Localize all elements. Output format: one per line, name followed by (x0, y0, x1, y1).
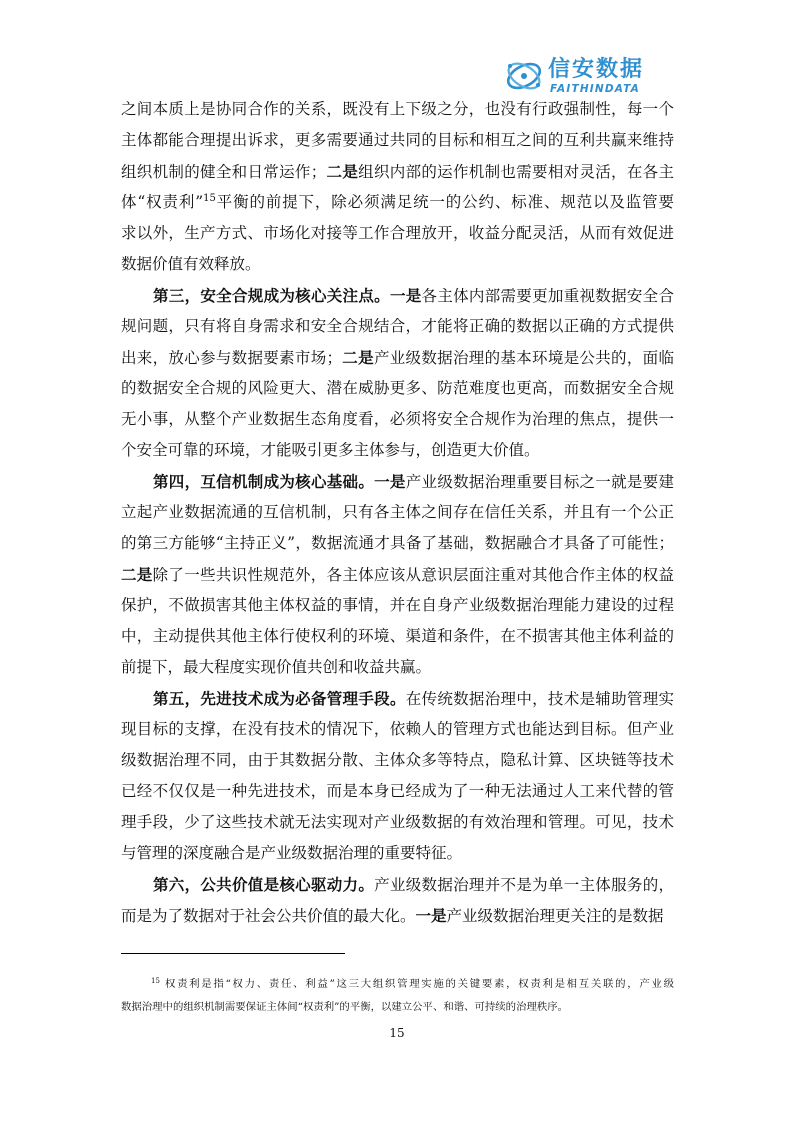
text-run: 产业级数据治理更关注的是数据 (446, 907, 664, 925)
bold-text: 一是 (374, 472, 406, 491)
text-line (121, 776, 674, 807)
text-run: 的数据安全合规的风险更大、潜在威胁更多、防范难度也更高，而数据安全合规 (121, 379, 674, 397)
text-line (121, 590, 674, 621)
text-line (121, 559, 674, 590)
text-line (121, 311, 674, 342)
paragraph (121, 466, 674, 683)
text-run: 权责利是指“权力、责任、利益”这三大组织管理实施的关键要素，权责利是相互关联的，产业级 (159, 978, 674, 990)
text-run: 各主体内部需要更加重视数据安全合 (421, 287, 674, 305)
footnote-ref: 15 (203, 193, 216, 204)
text-line (121, 125, 674, 156)
text-line (121, 807, 674, 838)
text-run: 与管理的深度融合是产业级数据治理的重要特征。 (121, 844, 463, 862)
paragraph (121, 280, 674, 466)
text-run: 数据治理中的组织机制需要保证主体间“权责利”的平衡，以建立公平、和谐、可持续的治理秩序。 (121, 1001, 569, 1013)
text-line (121, 714, 674, 745)
text-line (121, 528, 674, 559)
page-number: 15 (389, 1026, 405, 1040)
text-line (121, 838, 674, 869)
text-run: 平衡的前提下，除必须满足统一的公约、标准、规范以及监管要 (215, 193, 674, 211)
text-run: 数据价值有效释放。 (121, 255, 261, 273)
bold-text: 二是 (342, 348, 374, 367)
text-run: 产业级数据治理重要目标之一就是要建 (405, 473, 674, 491)
text-run: 前提下，最大程度实现价值共创和收益共赢。 (121, 658, 432, 676)
text-run: 而是为了数据对于社会公共价值的最大化。 (121, 907, 416, 925)
logo-english-text: FAITHINDATA (550, 83, 641, 95)
text-run: 在传统数据治理中，技术是辅助管理实 (405, 690, 674, 708)
footnote (121, 973, 674, 1019)
footnote-line (121, 973, 674, 996)
text-run: 求以外，生产方式、市场化对接等工作合理放开，收益分配灵活，从而有效促进 (121, 224, 674, 242)
bold-text: 一是 (389, 286, 422, 305)
text-line (121, 497, 674, 528)
text-line (121, 745, 674, 776)
text-run: 产业级数据治理并不是为单一主体服务的， (374, 876, 674, 894)
text-line (121, 373, 674, 404)
text-run: 立起产业数据流通的互信机制，只有各主体之间存在信任关系，并且有一个公正 (121, 503, 674, 521)
text-run: 除了一些共识性规范外，各主体应该从意识层面注重对其他合作主体的权益 (152, 566, 674, 584)
text-line (121, 652, 674, 683)
text-run: 个安全可靠的环境，才能吸引更多主体参与，创造更大价值。 (121, 441, 540, 459)
text-run: 组织机制的健全和日常运作； (121, 163, 327, 181)
text-line (121, 435, 674, 466)
text-run: 之间本质上是协同合作的关系，既没有上下级之分，也没有行政强制性，每一个 (121, 100, 674, 118)
bold-text: 二是 (326, 162, 359, 181)
bold-text: 二是 (121, 565, 153, 584)
text-run: 出来，放心参与数据要素市场； (121, 349, 342, 367)
paragraph (121, 869, 674, 931)
bold-text: 第五，先进技术成为必备管理手段。 (153, 689, 406, 708)
text-line (121, 466, 674, 497)
text-line (121, 621, 674, 652)
footnote-line (121, 996, 674, 1019)
paragraph (121, 94, 674, 280)
text-run: 已经不仅仅是一种先进技术，而是本身已经成为了一种无法通过人工来代替的管 (121, 782, 674, 800)
text-line (121, 156, 674, 187)
footnote-divider (121, 953, 345, 954)
brand-logo (504, 56, 676, 96)
paragraph (121, 683, 674, 869)
text-run: 无小事，从整个产业数据生态角度看，必须将安全合规作为治理的焦点，提供一 (121, 410, 674, 428)
text-line (121, 683, 674, 714)
text-run: 现目标的支撑，在没有技术的情况下，依赖人的管理方式也能达到目标。但产业 (121, 720, 674, 738)
text-line (121, 900, 674, 931)
text-run: 产业级数据治理的基本环境是公共的，面临 (373, 349, 674, 367)
text-run: 级数据治理不同，由于其数据分散、主体众多等特点，隐私计算、区块链等技术 (121, 751, 674, 769)
text-line (121, 249, 674, 280)
text-run: 规问题，只有将自身需求和安全合规结合，才能将正确的数据以正确的方式提供 (121, 317, 674, 335)
text-line (121, 869, 674, 900)
text-line (121, 280, 674, 311)
text-run: 主体都能合理提出诉求，更多需要通过共同的目标和相互之间的互利共赢来维持 (121, 131, 674, 149)
text-line (121, 94, 674, 125)
text-run: 的第三方能够“主持正义”，数据流通才具备了基础，数据融合才具备了可能性； (121, 534, 674, 552)
text-line (121, 187, 674, 218)
text-run: 保护，不做损害其他主体权益的事情，并在自身产业级数据治理能力建设的过程 (121, 596, 674, 614)
text-line (121, 342, 674, 373)
footnote-ref: 15 (151, 977, 160, 985)
text-line (121, 218, 674, 249)
faithindata-logo-icon (504, 56, 544, 96)
bold-text: 第六，公共价值是核心驱动力。 (153, 875, 375, 894)
text-run: 组织内部的运作机制也需要相对灵活，在各主 (358, 163, 674, 181)
bold-text: 第三，安全合规成为核心关注点。 (153, 286, 390, 305)
body-text (121, 94, 674, 931)
text-run: 理手段，少了这些技术就无法实现对产业级数据的有效治理和管理。可见，技术 (121, 813, 674, 831)
text-line (121, 404, 674, 435)
bold-text: 第四，互信机制成为核心基础。 (153, 472, 375, 491)
text-run: 中，主动提供其他主体行使权利的环境、渠道和条件，在不损害其他主体利益的 (121, 627, 674, 645)
text-run: 体“权责利” (121, 193, 204, 211)
logo-chinese-text: 信安数据 (548, 57, 645, 82)
bold-text: 一是 (415, 906, 447, 925)
